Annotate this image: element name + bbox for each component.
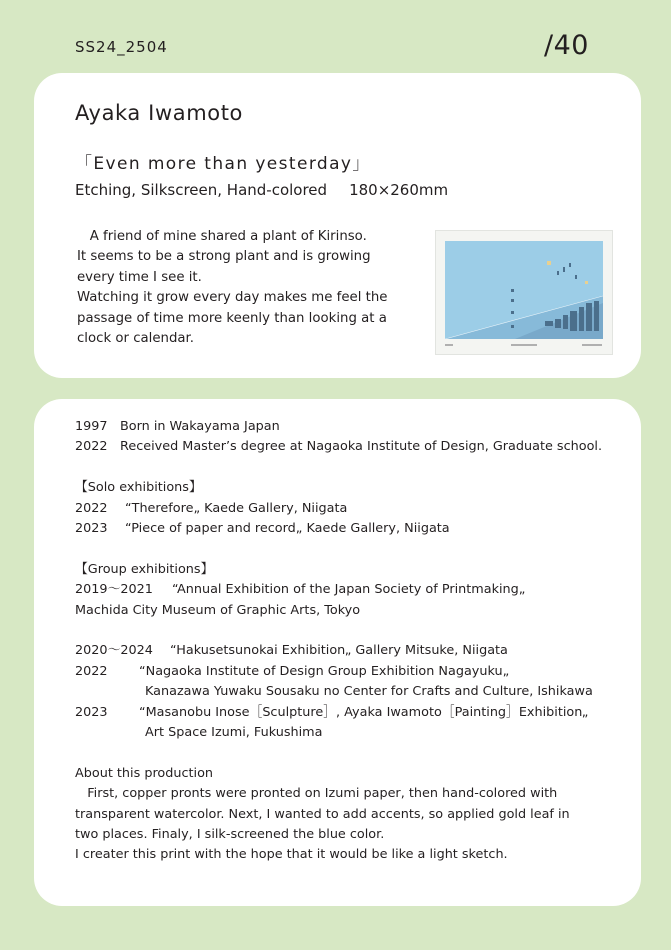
group-row: 2022 “Nagaoka Institute of Design Group Exhibition Nagayuku„ bbox=[75, 663, 510, 679]
artwork-image bbox=[435, 230, 613, 355]
group-row-venue: Machida City Museum of Graphic Arts, Tokyo bbox=[75, 602, 361, 618]
group-row: 2023 “Masanobu Inose［Sculpture］, Ayaka Iwamoto［Painting］Exhibition„ bbox=[75, 704, 589, 720]
group-row: 2019～2021 “Annual Exhibition of the Japan Society of Printmaking„ bbox=[75, 582, 526, 598]
page-number: /40 bbox=[544, 30, 589, 61]
about-heading: About this production bbox=[75, 765, 214, 781]
artwork-title: 「Even more than yesterday」 bbox=[75, 154, 371, 174]
solo-heading: 【Solo exhibitions】 bbox=[75, 480, 202, 496]
group-heading: 【Group exhibitions】 bbox=[75, 561, 214, 577]
artwork-media bbox=[75, 181, 448, 199]
title-mark bbox=[511, 344, 537, 346]
artwork-card bbox=[34, 73, 641, 378]
signature-mark bbox=[582, 344, 602, 346]
catalog-code: SS24_2504 bbox=[75, 38, 168, 56]
biography bbox=[75, 417, 615, 866]
group-row: 2020～2024 “Hakusetsunokai Exhibition„ Gallery Mitsuke, Niigata bbox=[75, 643, 508, 659]
about-line: two places. Finaly, I silk-screened the blue color. bbox=[75, 827, 385, 843]
description-line: clock or calendar. bbox=[77, 331, 195, 347]
description-line: every time I see it. bbox=[77, 269, 202, 285]
about-line: First, copper pronts were pronted on Izumi paper, then hand-colored with bbox=[87, 786, 558, 802]
edition-mark bbox=[445, 344, 453, 346]
print-plate bbox=[445, 241, 603, 339]
print-motif bbox=[445, 241, 603, 339]
description-line: Watching it grow every day makes me feel the bbox=[77, 290, 388, 306]
about-line: transparent watercolor. Next, I wanted to add accents, so applied gold leaf in bbox=[75, 806, 570, 822]
bio-row-degree: 2022 Received Master’s degree at Nagaoka Institute of Design, Graduate school. bbox=[75, 439, 603, 455]
description-line: A friend of mine shared a plant of Kirinso. bbox=[89, 229, 367, 244]
artist-name: Ayaka Iwamoto bbox=[75, 101, 243, 125]
artwork-size: 180×260mm bbox=[349, 181, 449, 199]
group-row-venue: Art Space Izumi, Fukushima bbox=[145, 725, 323, 741]
biography-card bbox=[34, 399, 641, 906]
solo-row: 2023 “Piece of paper and record„ Kaede Gallery, Niigata bbox=[75, 521, 450, 537]
solo-row: 2022 “Therefore„ Kaede Gallery, Niigata bbox=[75, 500, 348, 516]
bio-row-born: 1997 Born in Wakayama Japan bbox=[75, 419, 280, 434]
media-text: Etching, Silkscreen, Hand-colored bbox=[75, 181, 328, 199]
description-line: It seems to be a strong plant and is growing bbox=[77, 249, 371, 265]
group-row-venue: Kanazawa Yuwaku Sousaku no Center for Crafts and Culture, Ishikawa bbox=[145, 684, 593, 700]
description-line: passage of time more keenly than looking at a bbox=[77, 310, 387, 326]
artwork-description bbox=[77, 227, 417, 349]
about-line: I creater this print with the hope that it would be like a light sketch. bbox=[75, 847, 508, 863]
